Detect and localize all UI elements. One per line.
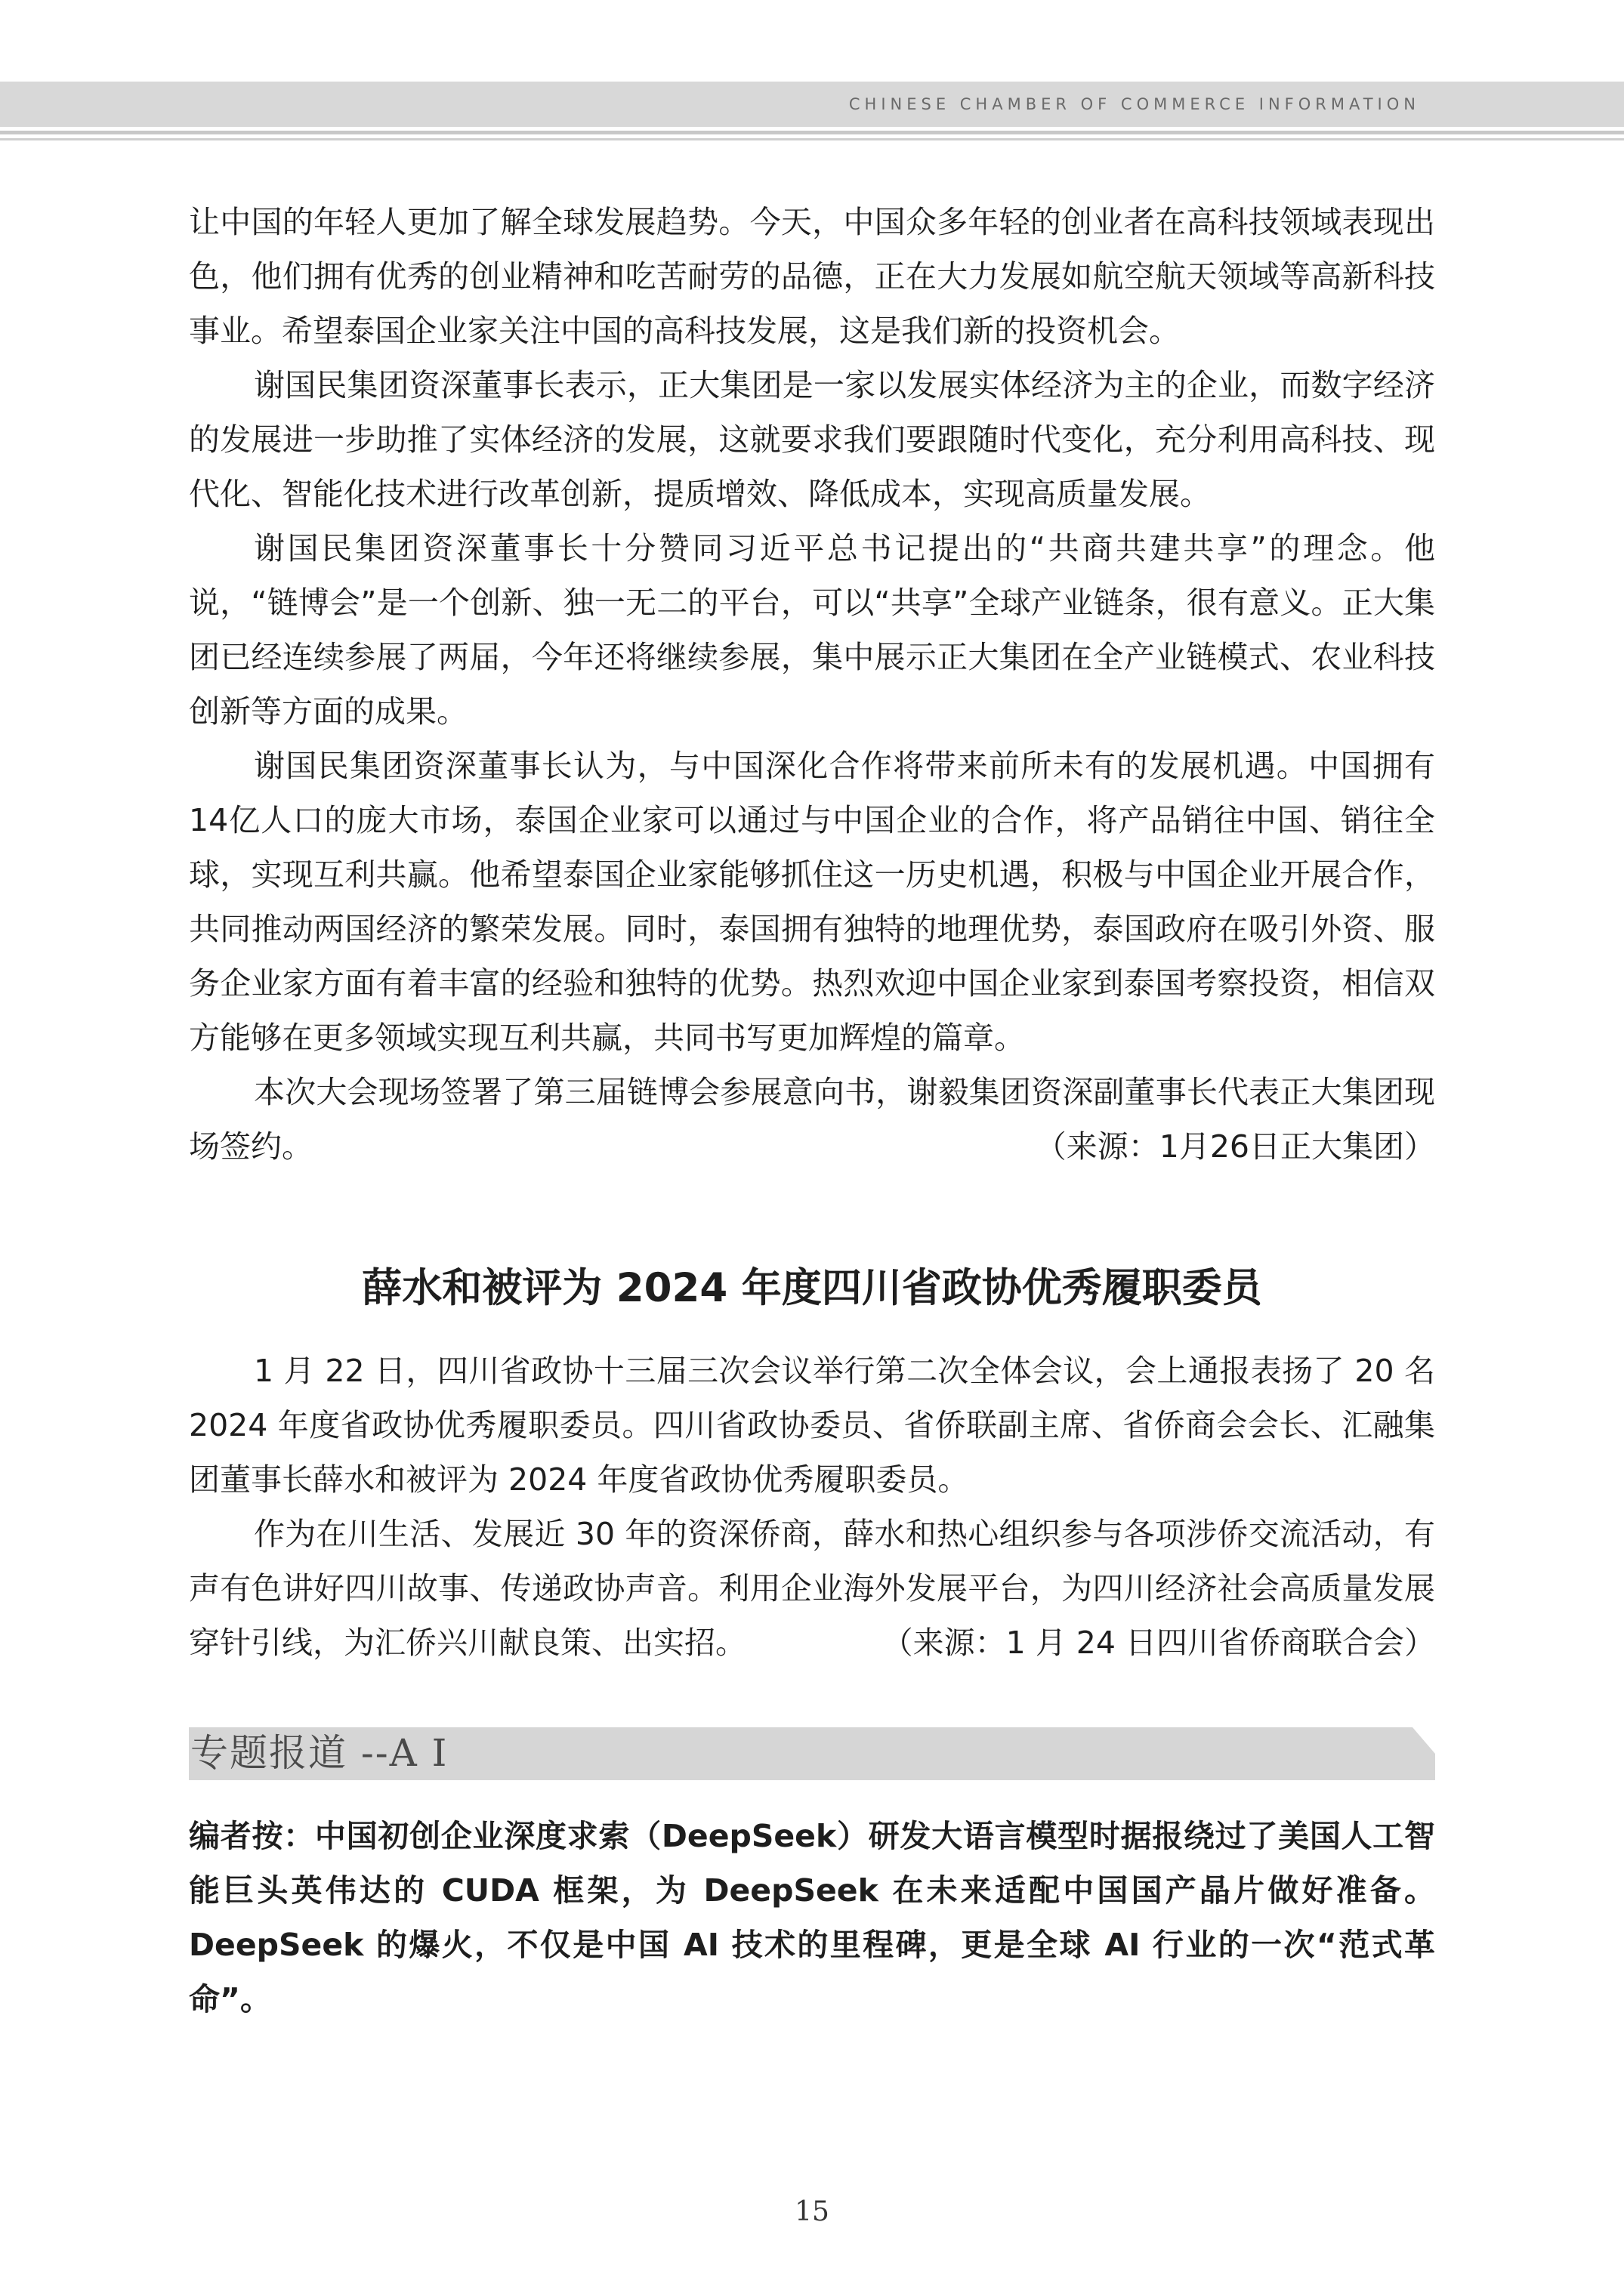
section-title: 专题报道 --A I bbox=[190, 1731, 449, 1775]
article-title: 薛水和被评为 2024 年度四川省政协优秀履职委员 bbox=[362, 1265, 1262, 1311]
article-paragraph: 谢国民集团资深董事长十分赞同习近平总书记提出的“共商共建共享”的理念。他说，“链博会”是一个创新、独一无二的平台，可以“共享”全球产业链条，很有意义。正大集团已经连续参展了两届，今年还将继续参展，集中展示正大集团在全产业链模式、农业科技创新等方面的成果。 bbox=[189, 530, 1435, 730]
page-content bbox=[189, 195, 1435, 2026]
article-chia-tai bbox=[189, 195, 1435, 1174]
header-divider-thin bbox=[0, 138, 1624, 140]
publication-header: CHINESE CHAMBER OF COMMERCE INFORMATION bbox=[848, 95, 1420, 113]
article-source: （来源：1 月 24 日四川省侨商联合会） bbox=[881, 1625, 1435, 1661]
article-paragraph: 让中国的年轻人更加了解全球发展趋势。今天，中国众多年轻的创业者在高科技领域表现出色，他们拥有优秀的创业精神和吃苦耐劳的品德，正在大力发展如航空航天领域等高新科技事业。希望泰国企业家关注中国的高科技发展，这是我们新的投资机会。 bbox=[189, 204, 1435, 349]
section-heading-bar bbox=[189, 1727, 1435, 1780]
article-paragraph: 本次大会现场签署了第三届链博会参展意向书，谢毅集团资深副董事长代表正大集团现场签约。 bbox=[189, 1074, 1435, 1165]
article-paragraph: 谢国民集团资深董事长表示，正大集团是一家以发展实体经济为主的企业，而数字经济的发展进一步助推了实体经济的发展，这就要求我们要跟随时代变化，充分利用高科技、现代化、智能化技术进行改革创新，提质增效、降低成本，实现高质量发展。 bbox=[189, 367, 1435, 512]
page-number: 15 bbox=[795, 2196, 829, 2227]
article-paragraph: 1 月 22 日，四川省政协十三届三次会议举行第二次全体会议，会上通报表扬了 20 名 2024 年度省政协优秀履职委员。四川省政协委员、省侨联副主席、省侨商会会长、汇融集团董事长薛水和被评为 2024 年度省政协优秀履职委员。 bbox=[189, 1353, 1435, 1498]
article-xue-shuihe bbox=[189, 1262, 1435, 1670]
article-source: （来源：1月26日正大集团） bbox=[1035, 1128, 1435, 1165]
article-paragraph: 谢国民集团资深董事长认为，与中国深化合作将带来前所未有的发展机遇。中国拥有14亿人口的庞大市场，泰国企业家可以通过与中国企业的合作，将产品销往中国、销往全球，实现互利共赢。他希望泰国企业家能够抓住这一历史机遇，积极与中国企业开展合作，共同推动两国经济的繁荣发展。同时，泰国拥有独特的地理优势，泰国政府在吸引外资、服务企业家方面有着丰富的经验和独特的优势。热烈欢迎中国企业家到泰国考察投资，相信双方能够在更多领域实现互利共赢，共同书写更加辉煌的篇章。 bbox=[189, 748, 1435, 1056]
article-paragraph-text: 作为在川生活、发展近 30 年的资深侨商，薛水和热心组织参与各项涉侨交流活动，有声有色讲好四川故事、传递政协声音。利用企业海外发展平台，为四川经济社会高质量发展穿针引线，为汇侨兴川献良策、出实招。 bbox=[189, 1516, 1435, 1661]
header-divider bbox=[0, 131, 1624, 134]
editor-note: 编者按：中国初创企业深度求索（DeepSeek）研发大语言模型时据报绕过了美国人工智能巨头英伟达的 CUDA 框架，为 DeepSeek 在未来适配中国国产晶片做好准备。DeepSeek 的爆火，不仅是中国 AI 技术的里程碑，更是全球 AI 行业的一次“范式革命”。 bbox=[189, 1818, 1435, 2017]
article-paragraph bbox=[189, 1507, 1435, 1670]
